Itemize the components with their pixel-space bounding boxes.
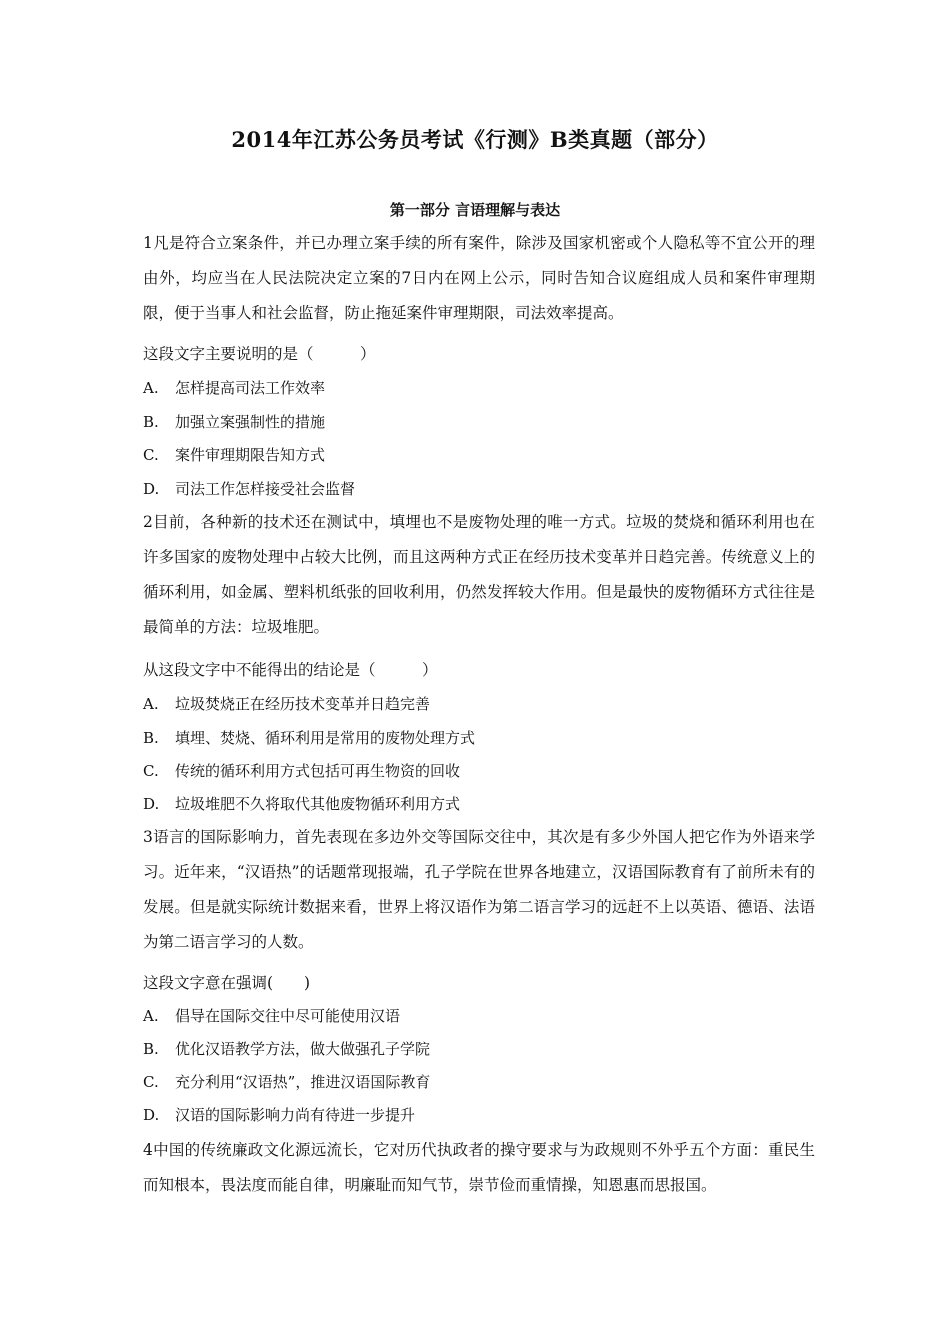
option-letter: A. — [143, 695, 159, 713]
option-text: 加强立案强制性的措施 — [175, 413, 326, 431]
question-1-option-a — [143, 377, 325, 398]
option-letter: B. — [143, 729, 159, 747]
option-text: 填埋、焚烧、循环利用是常用的废物处理方式 — [175, 729, 476, 747]
section-title: 第一部分 言语理解与表达 — [389, 201, 561, 219]
option-letter: D. — [143, 480, 160, 498]
question-3-prompt: 这段文字意在强调( ) — [143, 974, 311, 992]
question-3-option-b — [143, 1038, 430, 1059]
option-letter: A. — [143, 379, 159, 397]
option-letter: A. — [143, 1007, 159, 1025]
option-letter: B. — [143, 1040, 159, 1058]
question-1-option-d — [143, 478, 355, 499]
option-text: 怎样提高司法工作效率 — [175, 379, 326, 397]
question-1-prompt: 这段文字主要说明的是（ ） — [143, 345, 376, 363]
question-1-option-c — [143, 444, 325, 465]
question-2-option-c — [143, 760, 460, 781]
question-2-prompt: 从这段文字中不能得出的结论是（ ） — [143, 661, 438, 679]
option-letter: C. — [143, 762, 159, 780]
option-text: 优化汉语教学方法，做大做强孔子学院 — [175, 1040, 431, 1058]
question-3-stem: 3语言的国际影响力，首先表现在多边外交等国际交往中，其次是有多少外国人把它作为外语来学习。近年来，“汉语热”的话题常现报端，孔子学院在世界各地建立，汉语国际教育有了前所未有的发展。但是就实际统计数据来看，世界上将汉语作为第二语言学习的远赶不上以英语、德语、法语为第二语言学习的人数。 — [143, 828, 815, 951]
option-text: 倡导在国际交往中尽可能使用汉语 — [175, 1007, 401, 1025]
question-1-option-b — [143, 411, 325, 432]
question-2-option-d — [143, 793, 460, 814]
option-letter: B. — [143, 413, 159, 431]
option-letter: D. — [143, 795, 160, 813]
option-text: 汉语的国际影响力尚有待进一步提升 — [175, 1106, 416, 1124]
option-letter: C. — [143, 446, 159, 464]
document-title: 2014年江苏公务员考试《行测》B类真题（部分） — [231, 127, 719, 152]
question-4-stem: 4中国的传统廉政文化源远流长，它对历代执政者的操守要求与为政规则不外乎五个方面：重民生而知根本，畏法度而能自律，明廉耻而知气节，崇节俭而重情操，知恩惠而思报国。 — [143, 1141, 815, 1194]
option-text: 充分利用“汉语热”，推进汉语国际教育 — [175, 1073, 431, 1091]
question-1-stem: 1凡是符合立案条件，并已办理立案手续的所有案件，除涉及国家机密或个人隐私等不宜公开的理由外，均应当在人民法院决定立案的7日内在网上公示，同时告知合议庭组成人员和案件审理期限，便于当事人和社会监督，防止拖延案件审理期限，司法效率提高。 — [143, 234, 815, 322]
question-3-option-c — [143, 1071, 430, 1092]
option-letter: D. — [143, 1106, 160, 1124]
option-text: 司法工作怎样接受社会监督 — [175, 480, 356, 498]
option-letter: C. — [143, 1073, 159, 1091]
question-3-option-a — [143, 1005, 400, 1026]
option-text: 垃圾焚烧正在经历技术变革并日趋完善 — [175, 695, 431, 713]
question-3-option-d — [143, 1104, 415, 1125]
option-text: 案件审理期限告知方式 — [175, 446, 326, 464]
option-text: 传统的循环利用方式包括可再生物资的回收 — [175, 762, 461, 780]
question-2-option-b — [143, 727, 475, 748]
question-2-option-a — [143, 693, 430, 714]
option-text: 垃圾堆肥不久将取代其他废物循环利用方式 — [175, 795, 461, 813]
question-2-stem: 2目前，各种新的技术还在测试中，填埋也不是废物处理的唯一方式。垃圾的焚烧和循环利用也在许多国家的废物处理中占较大比例，而且这两种方式正在经历技术变革并日趋完善。传统意义上的循环利用，如金属、塑料机纸张的回收利用，仍然发挥较大作用。但是最快的废物循环方式往往是最简单的方法：垃圾堆肥。 — [143, 513, 815, 636]
